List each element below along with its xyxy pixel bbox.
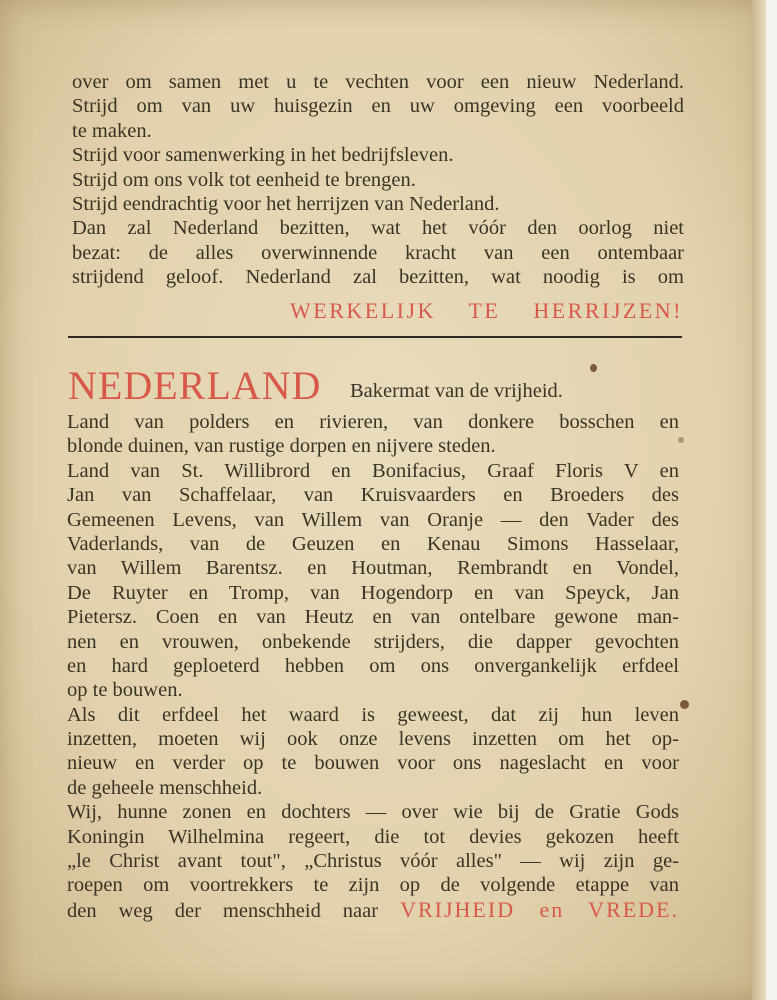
text-line: Strijd om van uw huisgezin en uw omgeving een voorbeeld (72, 95, 684, 118)
text-line: Strijd eendrachtig voor het herrijzen van Nederland. (72, 192, 500, 215)
text-line: inzetten, moeten wij ook onze levens inzetten om het op- (67, 728, 679, 751)
text-line: Als dit erfdeel het waard is geweest, dat zij hun leven (67, 703, 679, 726)
text-line: Dan zal Nederland bezitten, wat het vóór den oorlog niet (72, 217, 684, 240)
text-line: op te bouwen. (67, 679, 183, 702)
stain-spot (590, 364, 597, 372)
text-line: te maken. (72, 119, 152, 142)
section-divider (68, 336, 682, 338)
text-line: over om samen met u te vechten voor een nieuw Nederland. (72, 71, 684, 93)
text-line: „le Christ avant tout", „Christus vóór alles" — wij zijn ge- (67, 850, 679, 873)
top-paragraph (72, 70, 684, 290)
text-line: Jan van Schaffelaar, van Kruisvaarders en Broeders des (67, 484, 679, 507)
text-line: bezat: de alles overwinnende kracht van een ontembaar (72, 241, 684, 264)
stain-spot (678, 437, 684, 443)
text-line: Land van polders en rivieren, van donkere bosschen en (67, 411, 679, 433)
text-line: roepen om voortrekkers te zijn op de volgende etappe van (67, 874, 679, 897)
text-line: en hard geploeterd hebben om ons onvergankelijk erfdeel (67, 654, 679, 677)
final-line-text: den weg der menschheid naar (67, 899, 379, 922)
text-line: De Ruyter en Tromp, van Hogendorp en van Speyck, Jan (67, 581, 679, 604)
text-line: blonde duinen, van rustige dorpen en nijvere steden. (67, 435, 496, 458)
text-line: Strijd om ons volk tot eenheid te brengen. (72, 168, 416, 191)
heading-nederland: NEDERLAND (68, 363, 322, 408)
text-line: nieuw en verder op te bouwen voor ons nageslacht en voor (67, 752, 679, 775)
nederland-paragraph (67, 410, 679, 922)
stain-spot (680, 700, 689, 709)
text-line: Pietersz. Coen en van Heutz en van ontelbare gewone man- (67, 606, 679, 629)
text-line: strijdend geloof. Nederland zal bezitten, wat noodig is om (72, 266, 684, 289)
final-line (67, 898, 679, 922)
text-line: van Willem Barentsz. en Houtman, Rembrandt en Vondel, (67, 557, 679, 580)
text-line: nen en vrouwen, onbekende strijders, die dapper gevochten (67, 630, 679, 653)
text-line: Land van St. Willibrord en Bonifacius, Graaf Floris V en (67, 459, 679, 482)
text-line: Gemeenen Levens, van Willem van Oranje — den Vader des (67, 508, 679, 531)
subheading: Bakermat van de vrijheid. (350, 380, 563, 402)
text-line: Vaderlands, van de Geuzen en Kenau Simons Hasselaar, (67, 532, 679, 555)
text-line: Koningin Wilhelmina regeert, die tot devies gekozen heeft (67, 825, 679, 848)
section-heading (68, 362, 678, 406)
text-line: Wij, hunne zonen en dochters — over wie bij de Gratie Gods (67, 801, 679, 824)
page-edge (752, 0, 766, 1000)
text-line: de geheele menschheid. (67, 776, 263, 799)
text-line: Strijd voor samenwerking in het bedrijfsleven. (72, 144, 454, 167)
closing-slogan: WERKELIJK TE HERRIJZEN! (290, 298, 683, 323)
final-emphasis: VRIJHEID en VREDE. (400, 897, 679, 922)
